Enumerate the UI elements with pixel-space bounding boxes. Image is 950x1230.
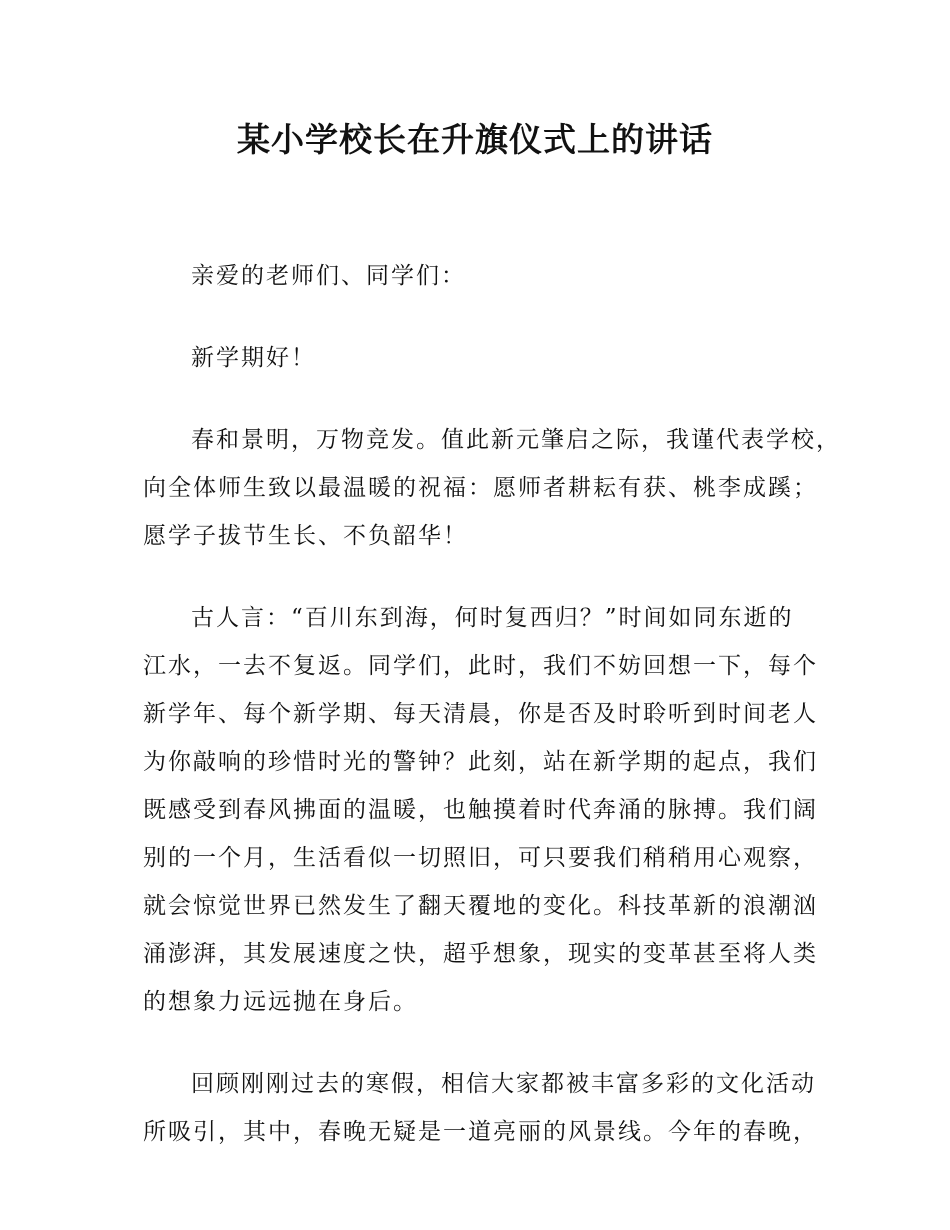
paragraph-winter-break [143, 1060, 843, 1156]
paragraph-line: 亲爱的老师们、同学们： [191, 263, 466, 289]
paragraph-line: 古人言：“百川东到海，何时复西归？”时间如同东逝的 [191, 605, 794, 631]
paragraph-line: 愿学子拔节生长、不负韶华！ [143, 523, 468, 549]
paragraph-line: 涌澎湃，其发展速度之快，超乎想象，现实的变革甚至将人类 [143, 941, 818, 967]
paragraph-blessing [143, 416, 843, 560]
paragraph-line: 新学年、每个新学期、每天清晨，你是否及时聆听到时间老人 [143, 701, 818, 727]
paragraph-line: 春和景明，万物竞发。值此新元肇启之际，我谨代表学校， [191, 427, 841, 453]
paragraph-line: 就会惊觉世界已然发生了翻天覆地的变化。科技革新的浪潮汹 [143, 893, 818, 919]
paragraph-time [143, 594, 843, 1026]
paragraph-line: 为你敲响的珍惜时光的警钟？此刻，站在新学期的起点，我们 [143, 749, 818, 775]
paragraph-line: 回顾刚刚过去的寒假，相信大家都被丰富多彩的文化活动 [191, 1071, 816, 1097]
document-body [143, 252, 843, 1190]
paragraph-line: 新学期好！ [191, 345, 316, 371]
paragraph-line: 所吸引，其中，春晚无疑是一道亮丽的风景线。今年的春晚， [143, 1119, 818, 1145]
paragraph-line: 别的一个月，生活看似一切照旧，可只要我们稍稍用心观察， [143, 845, 818, 871]
paragraph-line: 向全体师生致以最温暖的祝福：愿师者耕耘有获、桃李成蹊； [143, 475, 818, 501]
paragraph-line: 既感受到春风拂面的温暖，也触摸着时代奔涌的脉搏。我们阔 [143, 797, 818, 823]
paragraph-line: 江水，一去不复返。同学们，此时，我们不妨回想一下，每个 [143, 653, 818, 679]
document-title: 某小学校长在升旗仪式上的讲话 [237, 120, 713, 159]
paragraph-greeting [143, 252, 843, 300]
paragraph-new-term [143, 334, 843, 382]
paragraph-line: 的想象力远远抛在身后。 [143, 989, 418, 1015]
